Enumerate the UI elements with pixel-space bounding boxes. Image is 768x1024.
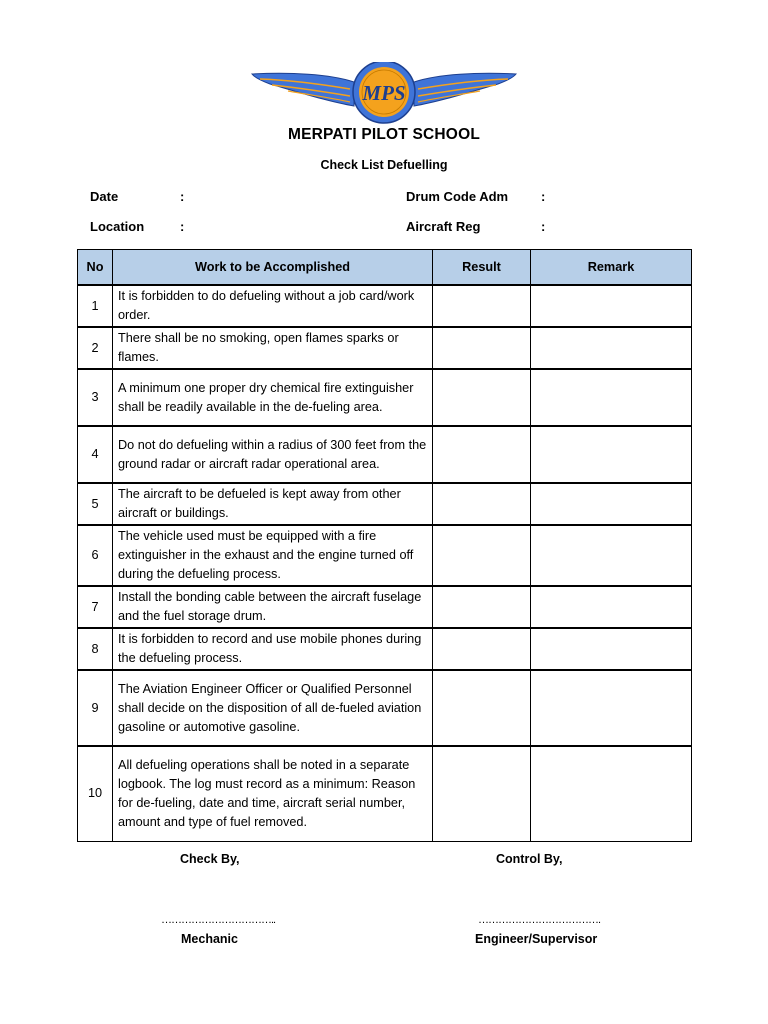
row-number: 2 bbox=[78, 327, 113, 369]
result-cell[interactable] bbox=[433, 525, 531, 586]
row-task: The aircraft to be defueled is kept away from other aircraft or buildings. bbox=[113, 483, 433, 525]
table-row bbox=[78, 628, 692, 670]
row-number: 3 bbox=[78, 369, 113, 426]
drum-code-label: Drum Code Adm bbox=[406, 189, 509, 204]
table-row bbox=[78, 369, 692, 426]
row-number: 4 bbox=[78, 426, 113, 483]
aircraft-reg-label: Aircraft Reg bbox=[406, 219, 481, 234]
result-cell[interactable] bbox=[433, 746, 531, 841]
table-row bbox=[78, 285, 692, 327]
table-header-row bbox=[78, 250, 692, 286]
result-cell[interactable] bbox=[433, 586, 531, 628]
row-task: All defueling operations shall be noted in a separate logbook. The log must record as a minimum: Reason for de-fueling, date and time, aircraft serial number, amount and type of fuel removed. bbox=[113, 746, 433, 841]
row-task: It is forbidden to record and use mobile phones during the defueling process. bbox=[113, 628, 433, 670]
remark-cell[interactable] bbox=[531, 670, 692, 746]
remark-cell[interactable] bbox=[531, 483, 692, 525]
header-no: No bbox=[78, 250, 113, 286]
mechanic-label: Mechanic bbox=[181, 932, 238, 946]
row-number: 8 bbox=[78, 628, 113, 670]
row-number: 10 bbox=[78, 746, 113, 841]
logo-monogram: MPS bbox=[362, 81, 406, 105]
table-row bbox=[78, 525, 692, 586]
remark-cell[interactable] bbox=[531, 525, 692, 586]
row-number: 9 bbox=[78, 670, 113, 746]
location-colon: : bbox=[180, 219, 185, 234]
school-logo bbox=[250, 62, 518, 128]
result-cell[interactable] bbox=[433, 369, 531, 426]
remark-cell[interactable] bbox=[531, 746, 692, 841]
row-task: Install the bonding cable between the aircraft fuselage and the fuel storage drum. bbox=[113, 586, 433, 628]
remark-cell[interactable] bbox=[531, 586, 692, 628]
row-number: 6 bbox=[78, 525, 113, 586]
document-title: Check List Defuelling bbox=[320, 158, 448, 172]
header-remark: Remark bbox=[531, 250, 692, 286]
location-label: Location bbox=[90, 219, 145, 234]
school-name: MERPATI PILOT SCHOOL bbox=[287, 126, 480, 143]
table-row bbox=[78, 483, 692, 525]
drum-code-colon: : bbox=[541, 189, 546, 204]
row-task: A minimum one proper dry chemical fire extinguisher shall be readily available in the de-fueling area. bbox=[113, 369, 433, 426]
row-task: There shall be no smoking, open flames sparks or flames. bbox=[113, 327, 433, 369]
row-task: The vehicle used must be equipped with a fire extinguisher in the exhaust and the engine turned off during the defueling process. bbox=[113, 525, 433, 586]
date-colon: : bbox=[180, 189, 185, 204]
mechanic-signature-line[interactable]: …………………………….. bbox=[161, 914, 276, 926]
row-number: 1 bbox=[78, 285, 113, 327]
remark-cell[interactable] bbox=[531, 426, 692, 483]
aircraft-reg-colon: : bbox=[541, 219, 546, 234]
logo-right-wing bbox=[414, 73, 516, 106]
row-number: 7 bbox=[78, 586, 113, 628]
remark-cell[interactable] bbox=[531, 628, 692, 670]
result-cell[interactable] bbox=[433, 483, 531, 525]
header-result: Result bbox=[433, 250, 531, 286]
table-row bbox=[78, 327, 692, 369]
header-work: Work to be Accomplished bbox=[113, 250, 433, 286]
remark-cell[interactable] bbox=[531, 327, 692, 369]
check-by-label: Check By, bbox=[180, 852, 240, 866]
row-task: Do not do defueling within a radius of 300 feet from the ground radar or aircraft radar operational area. bbox=[113, 426, 433, 483]
table-row bbox=[78, 670, 692, 746]
table-row bbox=[78, 746, 692, 841]
logo-left-wing bbox=[252, 73, 354, 106]
result-cell[interactable] bbox=[433, 327, 531, 369]
result-cell[interactable] bbox=[433, 670, 531, 746]
remark-cell[interactable] bbox=[531, 369, 692, 426]
table-row bbox=[78, 426, 692, 483]
row-number: 5 bbox=[78, 483, 113, 525]
control-by-label: Control By, bbox=[496, 852, 563, 866]
remark-cell[interactable] bbox=[531, 285, 692, 327]
table-row bbox=[78, 586, 692, 628]
checklist-table bbox=[77, 249, 692, 842]
row-task: It is forbidden to do defueling without a job card/work order. bbox=[113, 285, 433, 327]
engineer-supervisor-label: Engineer/Supervisor bbox=[475, 932, 598, 946]
result-cell[interactable] bbox=[433, 628, 531, 670]
date-label: Date bbox=[90, 189, 119, 204]
result-cell[interactable] bbox=[433, 426, 531, 483]
result-cell[interactable] bbox=[433, 285, 531, 327]
engineer-signature-line[interactable]: ………………………………. bbox=[478, 914, 601, 926]
row-task: The Aviation Engineer Officer or Qualified Personnel shall decide on the disposition of all de-fueled aviation gasoline or automotive gasoline. bbox=[113, 670, 433, 746]
